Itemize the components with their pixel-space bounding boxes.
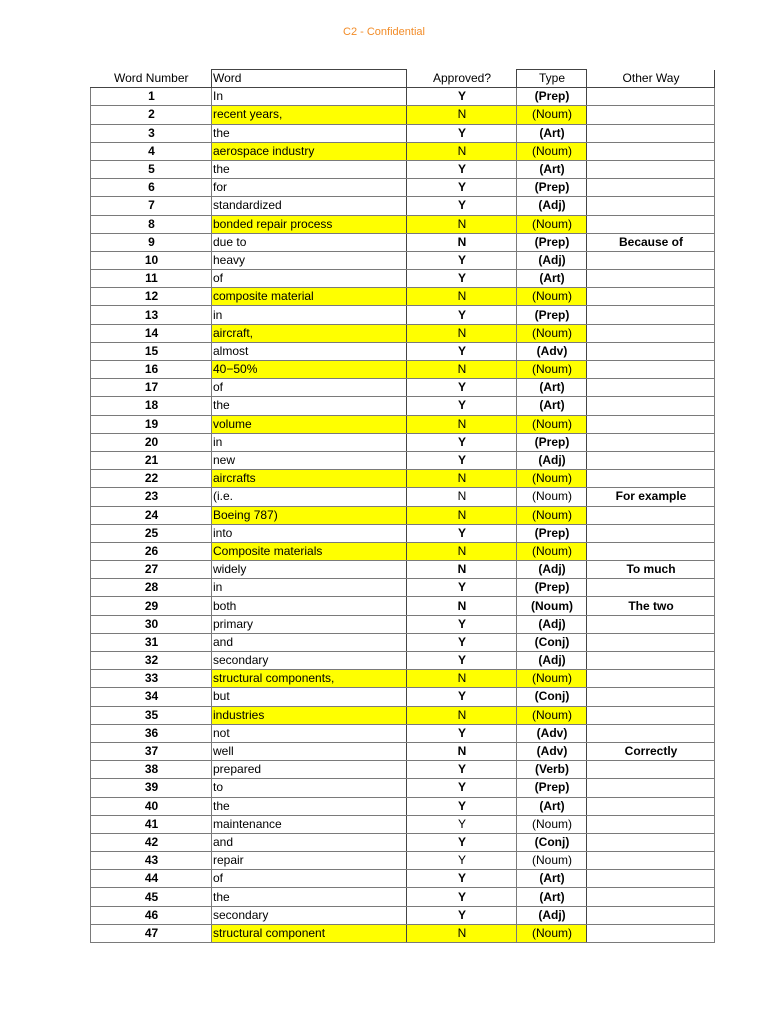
table-row <box>91 342 715 360</box>
cell-other-way[interactable] <box>587 251 715 269</box>
cell-word[interactable]: in <box>212 306 407 324</box>
confidential-label: C2 - Confidential <box>343 26 425 38</box>
cell-type[interactable]: (Prep) <box>517 779 587 797</box>
cell-word-number[interactable]: 10 <box>91 251 212 269</box>
header-word-number[interactable]: Word Number <box>91 70 212 88</box>
cell-approved[interactable]: N <box>407 233 517 251</box>
cell-other-way[interactable] <box>587 706 715 724</box>
cell-type[interactable]: (Adj) <box>517 652 587 670</box>
cell-other-way[interactable] <box>587 160 715 178</box>
cell-other-way[interactable] <box>587 797 715 815</box>
cell-other-way[interactable] <box>587 924 715 942</box>
cell-type[interactable]: (Noum) <box>517 542 587 560</box>
cell-approved[interactable]: Y <box>407 852 517 870</box>
cell-other-way[interactable] <box>587 106 715 124</box>
cell-word[interactable]: in <box>212 433 407 451</box>
cell-other-way[interactable] <box>587 506 715 524</box>
cell-type[interactable]: (Adj) <box>517 251 587 269</box>
cell-other-way[interactable] <box>587 361 715 379</box>
cell-approved[interactable]: N <box>407 706 517 724</box>
cell-word-number[interactable]: 8 <box>91 215 212 233</box>
cell-word[interactable]: of <box>212 870 407 888</box>
cell-type[interactable]: (Noum) <box>517 470 587 488</box>
table-row <box>91 870 715 888</box>
cell-word[interactable]: composite material <box>212 288 407 306</box>
cell-word-number[interactable]: 40 <box>91 797 212 815</box>
table-row <box>91 906 715 924</box>
table-row <box>91 852 715 870</box>
cell-approved[interactable]: N <box>407 742 517 760</box>
cell-other-way[interactable] <box>587 142 715 160</box>
cell-type[interactable]: (Noum) <box>517 106 587 124</box>
cell-other-way[interactable] <box>587 179 715 197</box>
cell-approved[interactable]: N <box>407 506 517 524</box>
table-row <box>91 506 715 524</box>
cell-other-way[interactable] <box>587 397 715 415</box>
cell-type[interactable]: (Art) <box>517 797 587 815</box>
cell-other-way[interactable]: The two <box>587 597 715 615</box>
cell-word-number[interactable]: 45 <box>91 888 212 906</box>
cell-other-way[interactable] <box>587 288 715 306</box>
cell-word[interactable]: almost <box>212 342 407 360</box>
cell-word-number[interactable]: 20 <box>91 433 212 451</box>
cell-type[interactable]: (Noum) <box>517 324 587 342</box>
cell-word[interactable]: prepared <box>212 761 407 779</box>
cell-type[interactable]: (Adv) <box>517 724 587 742</box>
table-row <box>91 397 715 415</box>
cell-other-way[interactable] <box>587 433 715 451</box>
cell-approved[interactable]: Y <box>407 179 517 197</box>
table-row <box>91 761 715 779</box>
table-row <box>91 433 715 451</box>
cell-word[interactable]: 40−50% <box>212 361 407 379</box>
cell-approved[interactable]: Y <box>407 579 517 597</box>
table-row <box>91 215 715 233</box>
cell-word[interactable]: aircraft, <box>212 324 407 342</box>
table-row <box>91 688 715 706</box>
cell-other-way[interactable] <box>587 306 715 324</box>
cell-word[interactable]: of <box>212 379 407 397</box>
table-row <box>91 124 715 142</box>
cell-word-number[interactable]: 24 <box>91 506 212 524</box>
header-row <box>91 70 715 88</box>
cell-word-number[interactable]: 21 <box>91 451 212 469</box>
cell-word[interactable]: primary <box>212 615 407 633</box>
cell-type[interactable]: (Conj) <box>517 688 587 706</box>
cell-other-way[interactable] <box>587 688 715 706</box>
cell-word[interactable]: the <box>212 397 407 415</box>
cell-other-way[interactable]: Because of <box>587 233 715 251</box>
cell-type[interactable]: (Adj) <box>517 615 587 633</box>
cell-type[interactable]: (Noum) <box>517 361 587 379</box>
cell-approved[interactable]: N <box>407 470 517 488</box>
cell-word[interactable]: standardized <box>212 197 407 215</box>
cell-approved[interactable]: N <box>407 361 517 379</box>
cell-other-way[interactable] <box>587 870 715 888</box>
cell-type[interactable]: (Prep) <box>517 579 587 597</box>
table-row <box>91 451 715 469</box>
cell-approved[interactable]: Y <box>407 397 517 415</box>
cell-word[interactable]: secondary <box>212 906 407 924</box>
cell-word-number[interactable]: 39 <box>91 779 212 797</box>
cell-approved[interactable]: Y <box>407 652 517 670</box>
cell-word-number[interactable]: 29 <box>91 597 212 615</box>
cell-word[interactable]: and <box>212 833 407 851</box>
cell-type[interactable]: (Adj) <box>517 906 587 924</box>
cell-approved[interactable]: Y <box>407 524 517 542</box>
cell-word[interactable]: repair <box>212 852 407 870</box>
table-row <box>91 106 715 124</box>
cell-word[interactable]: the <box>212 888 407 906</box>
cell-word-number[interactable]: 33 <box>91 670 212 688</box>
cell-approved[interactable]: N <box>407 288 517 306</box>
cell-word-number[interactable]: 37 <box>91 742 212 760</box>
cell-word-number[interactable]: 38 <box>91 761 212 779</box>
cell-approved[interactable]: Y <box>407 779 517 797</box>
cell-type[interactable]: (Art) <box>517 270 587 288</box>
cell-word-number[interactable]: 42 <box>91 833 212 851</box>
cell-type[interactable]: (Noum) <box>517 488 587 506</box>
table-row <box>91 779 715 797</box>
cell-word-number[interactable]: 43 <box>91 852 212 870</box>
cell-word-number[interactable]: 14 <box>91 324 212 342</box>
cell-word[interactable]: Composite materials <box>212 542 407 560</box>
cell-approved[interactable]: Y <box>407 615 517 633</box>
cell-type[interactable]: (Prep) <box>517 179 587 197</box>
cell-word[interactable]: the <box>212 160 407 178</box>
cell-other-way[interactable] <box>587 215 715 233</box>
cell-type[interactable]: (Noum) <box>517 706 587 724</box>
cell-type[interactable]: (Adj) <box>517 197 587 215</box>
cell-type[interactable]: (Adj) <box>517 451 587 469</box>
cell-approved[interactable]: Y <box>407 124 517 142</box>
cell-type[interactable]: (Noum) <box>517 215 587 233</box>
cell-word-number[interactable]: 2 <box>91 106 212 124</box>
cell-word-number[interactable]: 15 <box>91 342 212 360</box>
cell-other-way[interactable] <box>587 906 715 924</box>
cell-word-number[interactable]: 9 <box>91 233 212 251</box>
table-row <box>91 197 715 215</box>
table-row <box>91 797 715 815</box>
cell-word-number[interactable]: 1 <box>91 88 212 106</box>
cell-other-way[interactable] <box>587 670 715 688</box>
cell-word-number[interactable]: 28 <box>91 579 212 597</box>
cell-approved[interactable]: Y <box>407 88 517 106</box>
table-row <box>91 542 715 560</box>
cell-word[interactable]: heavy <box>212 251 407 269</box>
cell-other-way[interactable] <box>587 270 715 288</box>
cell-type[interactable]: (Adj) <box>517 561 587 579</box>
cell-type[interactable]: (Noum) <box>517 506 587 524</box>
cell-approved[interactable]: N <box>407 142 517 160</box>
cell-type[interactable]: (Noum) <box>517 415 587 433</box>
cell-word-number[interactable]: 12 <box>91 288 212 306</box>
header-type[interactable]: Type <box>517 70 587 88</box>
cell-other-way[interactable] <box>587 379 715 397</box>
table-row <box>91 361 715 379</box>
cell-approved[interactable]: Y <box>407 906 517 924</box>
cell-type[interactable]: (Prep) <box>517 88 587 106</box>
header-word[interactable]: Word <box>212 70 407 88</box>
cell-approved[interactable]: N <box>407 488 517 506</box>
cell-other-way[interactable] <box>587 852 715 870</box>
cell-other-way[interactable]: Correctly <box>587 742 715 760</box>
cell-word[interactable]: of <box>212 270 407 288</box>
table-row <box>91 88 715 106</box>
cell-word-number[interactable]: 34 <box>91 688 212 706</box>
cell-type[interactable]: (Noum) <box>517 670 587 688</box>
cell-word[interactable]: for <box>212 179 407 197</box>
cell-word-number[interactable]: 25 <box>91 524 212 542</box>
table-row <box>91 288 715 306</box>
cell-approved[interactable]: N <box>407 597 517 615</box>
cell-type[interactable]: (Prep) <box>517 306 587 324</box>
cell-type[interactable]: (Conj) <box>517 633 587 651</box>
cell-word[interactable]: recent years, <box>212 106 407 124</box>
cell-other-way[interactable] <box>587 88 715 106</box>
cell-word-number[interactable]: 46 <box>91 906 212 924</box>
cell-approved[interactable]: N <box>407 324 517 342</box>
cell-word-number[interactable]: 30 <box>91 615 212 633</box>
cell-approved[interactable]: Y <box>407 251 517 269</box>
cell-other-way[interactable] <box>587 579 715 597</box>
cell-type[interactable]: (Noum) <box>517 815 587 833</box>
cell-word-number[interactable]: 44 <box>91 870 212 888</box>
cell-approved[interactable]: Y <box>407 797 517 815</box>
cell-type[interactable]: (Noum) <box>517 142 587 160</box>
table-row <box>91 142 715 160</box>
cell-approved[interactable]: Y <box>407 888 517 906</box>
table-row <box>91 724 715 742</box>
cell-approved[interactable]: Y <box>407 433 517 451</box>
cell-other-way[interactable] <box>587 724 715 742</box>
cell-word-number[interactable]: 22 <box>91 470 212 488</box>
cell-approved[interactable]: N <box>407 561 517 579</box>
cell-type[interactable]: (Noum) <box>517 597 587 615</box>
cell-word[interactable]: to <box>212 779 407 797</box>
cell-word[interactable]: widely <box>212 561 407 579</box>
cell-approved[interactable]: Y <box>407 160 517 178</box>
cell-word-number[interactable]: 27 <box>91 561 212 579</box>
table-row <box>91 179 715 197</box>
cell-other-way[interactable] <box>587 779 715 797</box>
cell-word[interactable]: well <box>212 742 407 760</box>
cell-type[interactable]: (Prep) <box>517 433 587 451</box>
cell-other-way[interactable] <box>587 652 715 670</box>
cell-word[interactable]: volume <box>212 415 407 433</box>
cell-word-number[interactable]: 11 <box>91 270 212 288</box>
cell-approved[interactable]: Y <box>407 342 517 360</box>
cell-approved[interactable]: N <box>407 106 517 124</box>
cell-word-number[interactable]: 3 <box>91 124 212 142</box>
table-row <box>91 524 715 542</box>
table-row <box>91 470 715 488</box>
table-row <box>91 324 715 342</box>
table-row <box>91 833 715 851</box>
table-row <box>91 160 715 178</box>
cell-type[interactable]: (Noum) <box>517 924 587 942</box>
cell-type[interactable]: (Adv) <box>517 342 587 360</box>
cell-type[interactable]: (Art) <box>517 124 587 142</box>
cell-word[interactable]: the <box>212 797 407 815</box>
header-approved[interactable]: Approved? <box>407 70 517 88</box>
table-row <box>91 379 715 397</box>
cell-word[interactable]: into <box>212 524 407 542</box>
cell-other-way[interactable] <box>587 470 715 488</box>
table-row <box>91 415 715 433</box>
cell-other-way[interactable] <box>587 615 715 633</box>
cell-word[interactable]: industries <box>212 706 407 724</box>
cell-word-number[interactable]: 5 <box>91 160 212 178</box>
cell-type[interactable]: (Art) <box>517 379 587 397</box>
table-row <box>91 561 715 579</box>
table-row <box>91 670 715 688</box>
cell-word-number[interactable]: 32 <box>91 652 212 670</box>
cell-approved[interactable]: Y <box>407 451 517 469</box>
cell-word[interactable]: both <box>212 597 407 615</box>
cell-type[interactable]: (Verb) <box>517 761 587 779</box>
table-body <box>91 88 715 943</box>
cell-word-number[interactable]: 18 <box>91 397 212 415</box>
cell-approved[interactable]: Y <box>407 833 517 851</box>
cell-word[interactable]: aerospace industry <box>212 142 407 160</box>
table-row <box>91 742 715 760</box>
cell-word-number[interactable]: 16 <box>91 361 212 379</box>
cell-word[interactable]: due to <box>212 233 407 251</box>
cell-other-way[interactable] <box>587 342 715 360</box>
cell-other-way[interactable] <box>587 542 715 560</box>
cell-word[interactable]: Boeing 787) <box>212 506 407 524</box>
table-row <box>91 815 715 833</box>
cell-word[interactable]: In <box>212 88 407 106</box>
cell-other-way[interactable] <box>587 633 715 651</box>
cell-type[interactable]: (Noum) <box>517 852 587 870</box>
cell-other-way[interactable]: For example <box>587 488 715 506</box>
cell-approved[interactable]: N <box>407 215 517 233</box>
cell-other-way[interactable]: To much <box>587 561 715 579</box>
cell-word[interactable]: new <box>212 451 407 469</box>
cell-approved[interactable]: N <box>407 670 517 688</box>
table-row <box>91 488 715 506</box>
cell-word[interactable]: aircrafts <box>212 470 407 488</box>
cell-approved[interactable]: Y <box>407 815 517 833</box>
cell-word-number[interactable]: 23 <box>91 488 212 506</box>
cell-word-number[interactable]: 13 <box>91 306 212 324</box>
cell-other-way[interactable] <box>587 524 715 542</box>
table-row <box>91 597 715 615</box>
table-row <box>91 652 715 670</box>
cell-other-way[interactable] <box>587 833 715 851</box>
cell-approved[interactable]: Y <box>407 197 517 215</box>
table-row <box>91 306 715 324</box>
table-row <box>91 615 715 633</box>
cell-other-way[interactable] <box>587 415 715 433</box>
cell-approved[interactable]: Y <box>407 724 517 742</box>
cell-other-way[interactable] <box>587 124 715 142</box>
cell-type[interactable]: (Art) <box>517 888 587 906</box>
cell-approved[interactable]: Y <box>407 379 517 397</box>
cell-other-way[interactable] <box>587 888 715 906</box>
table-row <box>91 233 715 251</box>
cell-other-way[interactable] <box>587 324 715 342</box>
table-row <box>91 924 715 942</box>
cell-word[interactable]: but <box>212 688 407 706</box>
cell-word[interactable]: and <box>212 633 407 651</box>
cell-word-number[interactable]: 7 <box>91 197 212 215</box>
cell-word-number[interactable]: 17 <box>91 379 212 397</box>
table-row <box>91 270 715 288</box>
cell-type[interactable]: (Noum) <box>517 288 587 306</box>
cell-word-number[interactable]: 31 <box>91 633 212 651</box>
cell-word-number[interactable]: 41 <box>91 815 212 833</box>
cell-approved[interactable]: N <box>407 924 517 942</box>
cell-type[interactable]: (Prep) <box>517 524 587 542</box>
cell-approved[interactable]: Y <box>407 688 517 706</box>
cell-word-number[interactable]: 35 <box>91 706 212 724</box>
table-row <box>91 251 715 269</box>
cell-word-number[interactable]: 19 <box>91 415 212 433</box>
word-approval-table <box>90 69 715 943</box>
cell-word[interactable]: bonded repair process <box>212 215 407 233</box>
cell-word-number[interactable]: 26 <box>91 542 212 560</box>
header-other-way[interactable]: Other Way <box>587 70 715 88</box>
cell-word[interactable]: the <box>212 124 407 142</box>
cell-approved[interactable]: Y <box>407 306 517 324</box>
cell-type[interactable]: (Prep) <box>517 233 587 251</box>
cell-other-way[interactable] <box>587 761 715 779</box>
cell-word-number[interactable]: 6 <box>91 179 212 197</box>
cell-type[interactable]: (Art) <box>517 397 587 415</box>
table-row <box>91 579 715 597</box>
cell-word[interactable]: structural component <box>212 924 407 942</box>
cell-word[interactable]: maintenance <box>212 815 407 833</box>
cell-type[interactable]: (Adv) <box>517 742 587 760</box>
cell-other-way[interactable] <box>587 451 715 469</box>
cell-approved[interactable]: Y <box>407 270 517 288</box>
cell-word-number[interactable]: 4 <box>91 142 212 160</box>
cell-word-number[interactable]: 36 <box>91 724 212 742</box>
cell-type[interactable]: (Art) <box>517 160 587 178</box>
cell-approved[interactable]: N <box>407 415 517 433</box>
cell-word[interactable]: (i.e. <box>212 488 407 506</box>
table-row <box>91 888 715 906</box>
cell-word[interactable]: not <box>212 724 407 742</box>
table-row <box>91 706 715 724</box>
cell-word[interactable]: secondary <box>212 652 407 670</box>
cell-approved[interactable]: Y <box>407 870 517 888</box>
cell-type[interactable]: (Art) <box>517 870 587 888</box>
cell-approved[interactable]: N <box>407 542 517 560</box>
cell-type[interactable]: (Conj) <box>517 833 587 851</box>
cell-other-way[interactable] <box>587 815 715 833</box>
cell-word[interactable]: in <box>212 579 407 597</box>
cell-word[interactable]: structural components, <box>212 670 407 688</box>
cell-approved[interactable]: Y <box>407 761 517 779</box>
cell-word-number[interactable]: 47 <box>91 924 212 942</box>
table-row <box>91 633 715 651</box>
cell-approved[interactable]: Y <box>407 633 517 651</box>
cell-other-way[interactable] <box>587 197 715 215</box>
